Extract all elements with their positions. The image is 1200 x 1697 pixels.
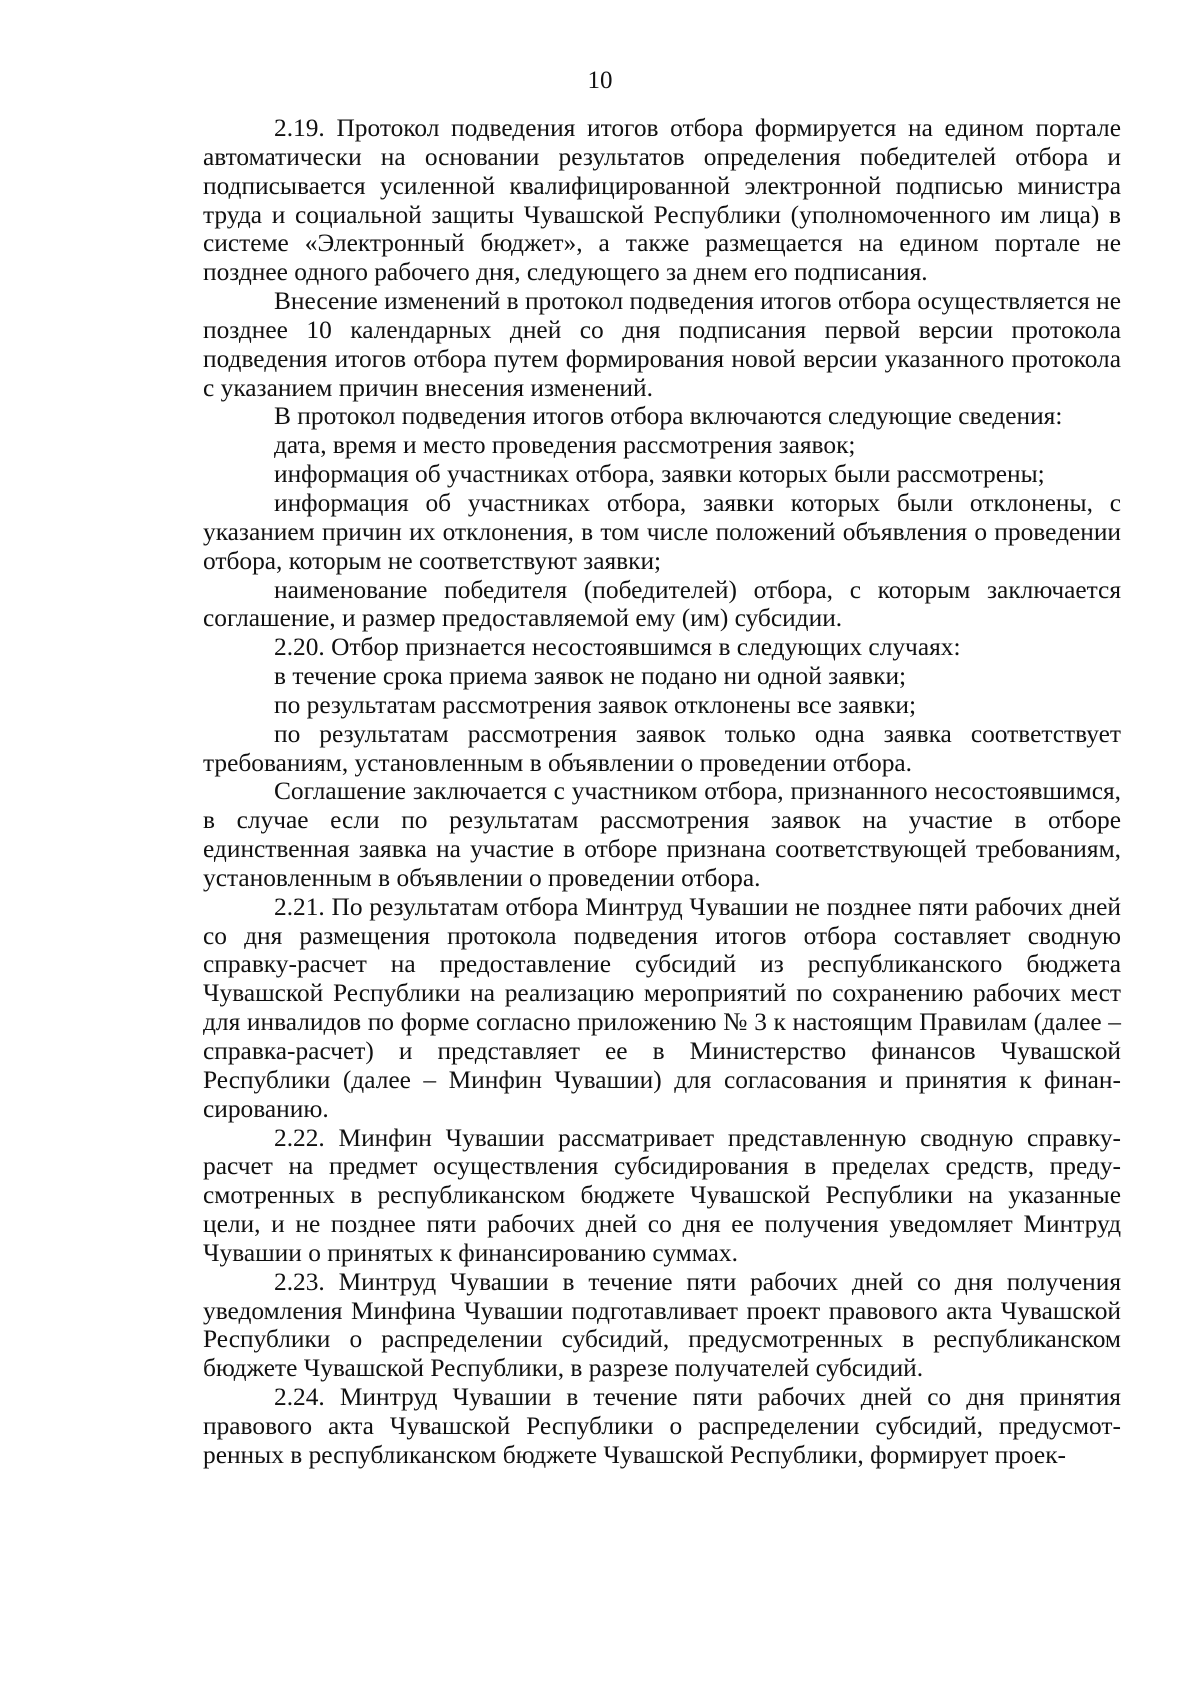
paragraph-2-20: 2.20. Отбор признается несостоявшимся в следующих случаях: [274,633,961,662]
paragraph-no-applications: в течение срока приема заявок не подано ни одной заявки; [274,662,907,691]
paragraph-agreement: Соглашение заключается с участником отбора, признанного несостоявшимся, в случае если по результатам рассмотрения заявок на участие в отборе единственная заявка на участие в отборе признана соответствующей требованиям, установленным в объявлении о проведении отбора. [203,777,1121,892]
paragraph-single-compliant: по результатам рассмотрения заявок только одна заявка соответствует требованиям, установленным в объявлении о проведении отбора. [203,719,1121,777]
paragraph-2-22: 2.22. Минфин Чувашии рассматривает представленную сводную справку-расчет на предмет осуществления субсидирования в пределах средств, предусмотренных в республиканском бюджете Чувашской Республики на указанные цели, и не позднее пяти рабочих дней со дня ее получения уведомляет Минтруд Чувашии о принятых к финансированию суммах. [203,1123,1121,1267]
paragraph-winner-name: наименование победителя (победителей) отбора, с которым заключается соглашение, и размер предоставляемой ему (им) субсидии. [203,575,1121,633]
paragraph-2-19: 2.19. Протокол подведения итогов отбора формируется на едином портале автоматически на основании результатов определения победителей отбора и подписывается усиленной квалифицированной электронной подписью министра труда и социальной защиты Чувашской Республики (уполномоченного им лица) в системе «Электронный бюджет», а также размещается на едином портале не позднее одного рабочего дня, следующего за днем его подписания. [203,114,1121,287]
paragraph-reviewed-participants: информация об участниках отбора, заявки которых были рассмотрены; [274,460,1045,489]
document-body [203,114,1121,1470]
paragraph-2-21: 2.21. По результатам отбора Минтруд Чувашии не позднее пяти рабочих дней со дня размещения протокола подведения итогов отбора составляет сводную справку-расчет на предоставление субсидий из республиканского бюджета Чувашской Республики на реализацию мероприятий по сохранению рабочих мест для инвалидов по форме согласно приложению № 3 к настоящим Правилам (далее – справка-расчет) и представляет ее в Министерство финансов Чувашской Республики (далее – Минфин Чувашии) для согласования и принятия к финансированию. [203,892,1121,1123]
paragraph-protocol-changes: Внесение изменений в протокол подведения итогов отбора осуществляется не позднее 10 календарных дней со дня подписания первой версии протокола подведения итогов отбора путем формирования новой версии указанного протокола с указанием причин внесения изменений. [203,287,1121,402]
paragraph-2-24: 2.24. Минтруд Чувашии в течение пяти рабочих дней со дня принятия правового акта Чувашской Республики о распределении субсидий, предусмотренных в республиканском бюджете Чувашской Республики, формирует проек- [203,1383,1121,1469]
paragraph-all-rejected: по результатам рассмотрения заявок отклонены все заявки; [274,690,917,719]
paragraph-2-23: 2.23. Минтруд Чувашии в течение пяти рабочих дней со дня получения уведомления Минфина Чувашии подготавливает проект правового акта Чувашской Республики о распределении субсидий, предусмотренных в республиканском бюджете Чувашской Республики, в разрезе получателей субсидий. [203,1267,1121,1383]
paragraph-rejected-participants: информация об участниках отбора, заявки которых были отклонены, с указанием причин их отклонения, в том числе положений объявления о проведении отбора, которым не соответствуют заявки; [203,488,1121,575]
paragraph-protocol-contents: В протокол подведения итогов отбора включаются следующие сведения: [274,402,1063,431]
paragraph-date-time-place: дата, время и место проведения рассмотрения заявок; [274,431,856,460]
page-number: 10 [587,67,613,94]
